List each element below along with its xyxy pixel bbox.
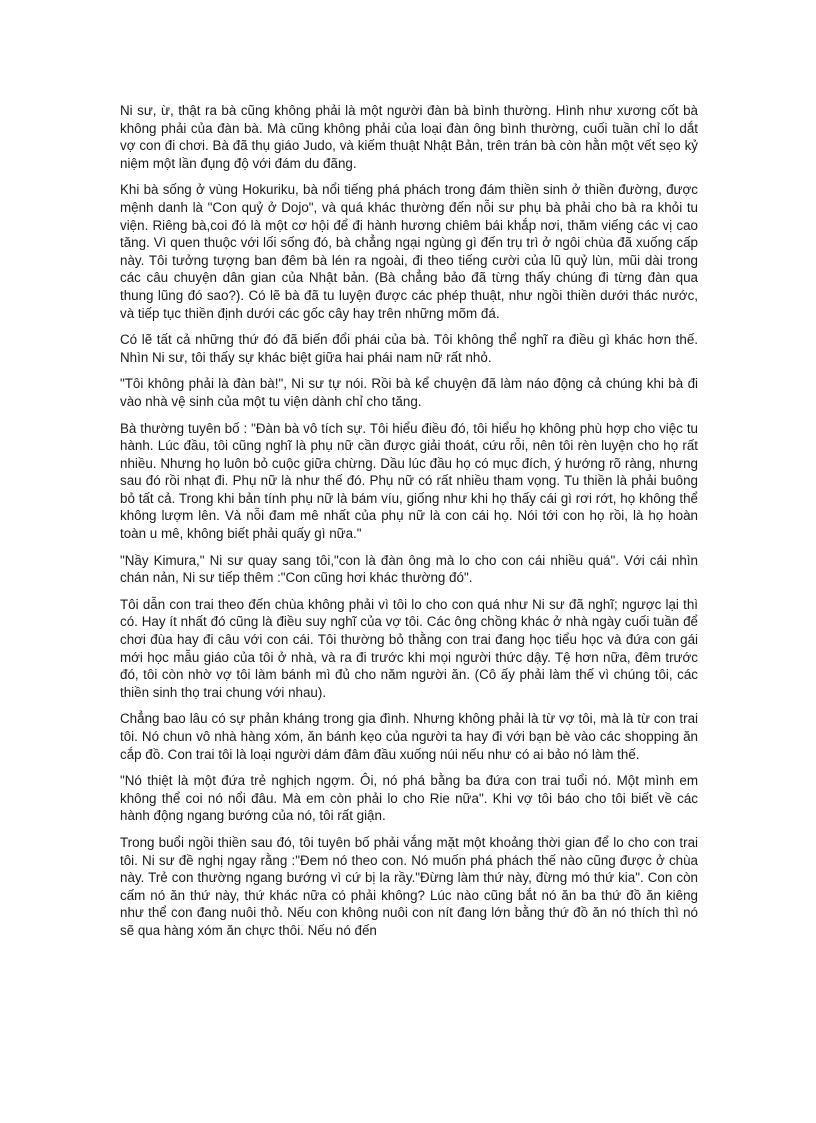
paragraph-2: Khi bà sống ở vùng Hokuriku, bà nổi tiếng phá phách trong đám thiền sinh ở thiền đường, được mệnh danh là "Con quỷ ở Dojo", và quá khác thường đến nỗi sư phụ bà phải cho bà ra khỏi tu viện. Riêng bà,coi đó là một cơ hội để đi hành hương chiêm bái khắp nơi, thăm viếng các vị cao tăng. Vì quen thuộc với lối sống đó, bà chẳng ngại ngùng gì đến trụ trì ở ngôi chùa đã xuống cấp này. Tôi tưởng tượng ban đêm bà lén ra ngoài, đi theo tiếng cười của lũ quỷ lùn, mũi dài trong các câu chuyện dân gian của Nhật bản. (Bà chẳng bảo đã từng thấy chúng đi từng đàn qua thung lũng đó sao?). Có lẽ bà đã tu luyện được các phép thuật, như ngồi thiền dưới thác nước, và tiếp tục thiền định dưới các gốc cây hay trên những mõm đá. [120, 182, 698, 321]
paragraph-6: "Nầy Kimura," Ni sư quay sang tôi,"con là đàn ông mà lo cho con cái nhiều quá". Với cái nhìn chán nản, Ni sư tiếp thêm :"Con cũng hơi khác thường đó". [120, 552, 698, 586]
paragraph-3: Có lẽ tất cả những thứ đó đã biến đổi phái của bà. Tôi không thể nghĩ ra điều gì khác hơn thế. Nhìn Ni sư, tôi thấy sự khác biệt giữa hai phái nam nữ rất nhỏ. [120, 332, 698, 365]
paragraph-10: Trong buổi ngồi thiền sau đó, tôi tuyên bố phải vắng mặt một khoảng thời gian để lo cho con trai tôi. Ni sư đề nghị ngay rằng :"Đem nó theo con. Nó muốn phá phách thế nào cũng được ở chùa này. Trẻ con thường ngang bướng vì cứ bị la rầy."Đừng làm thứ này, đừng mó thứ kia". Con còn cấm nó ăn thứ này, thứ khác nữa có phải không? Lúc nào cũng bắt nó ăn ba thứ đồ ăn kiêng như thể con đang nuôi thỏ. Nếu con không nuôi con nít đang lớn bằng thứ đồ ăn nó thích thì nó sẽ qua hàng xóm ăn chực thôi. Nếu nó đến [120, 834, 698, 938]
paragraph-7: Tôi dẫn con trai theo đến chùa không phải vì tôi lo cho con quá như Ni sư đã nghĩ; ngược lại thì có. Hay ít nhất đó cũng là điều suy nghĩ của vợ tôi. Các ông chồng khác ở nhà ngày cuối tuần để chơi đùa hay đi câu với con cái. Tôi thường bỏ thằng con trai đang học tiểu học và đứa con gái mới học mẫu giáo của tôi ở nhà, và ra đi trước khi mọi người thức dậy. Tệ hơn nữa, đêm trước đó, tôi còn nhờ vợ tôi làm bánh mì đủ cho năm người ăn. (Cô ấy phải làm thế vì chúng tôi, các thiền sinh thọ trai chung với nhau). [120, 596, 698, 700]
document-page [120, 102, 698, 949]
paragraph-5: Bà thường tuyên bố : "Đàn bà vô tích sự. Tôi hiểu điều đó, tôi hiểu họ không phù hợp cho việc tu hành. Lúc đầu, tôi cũng nghĩ là phụ nữ cần được giải thoát, cứu rỗi, nên tôi rèn luyện cho họ rất nhiều. Nhưng họ luôn bỏ cuộc giữa chừng. Dầu lúc đầu họ có mục đích, ý hướng rõ ràng, nhưng sau đó rồi nhạt đi. Phụ nữ là như thế đó. Phụ nữ có rất nhiều tham vọng. Tu thiền là phải buông bỏ tất cả. Trong khi bản tính phụ nữ là bám víu, giống như khi họ thấy cái gì rơi rớt, họ không thể không lượm lên. Và nỗi đam mê nhất của phụ nữ là con cái họ. Nói tới con họ rồi, là họ hoàn toàn u mê, không biết phải quấy gì nữa." [120, 420, 698, 542]
paragraph-8: Chẳng bao lâu có sự phản kháng trong gia đình. Nhưng không phải là từ vợ tôi, mà là từ con trai tôi. Nó chun vô nhà hàng xóm, ăn bánh kẹo của người ta hay đi với bạn bè vào các shopping ăn cắp đồ. Con trai tôi là loại người dám đâm đầu xuống núi nếu như có ai bảo nó làm thế. [120, 711, 698, 762]
paragraph-9: "Nó thiệt là một đứa trẻ nghịch ngợm. Ôi, nó phá bằng ba đứa con trai tuổi nó. Một mình em không thể coi nó nổi đâu. Mà em còn phải lo cho Rie nữa". Khi vợ tôi báo cho tôi biết về các hành động ngang bướng của nó, tôi rất giận. [120, 773, 698, 824]
paragraph-4: "Tôi không phải là đàn bà!", Ni sư tự nói. Rồi bà kể chuyện đã làm náo động cả chúng khi bà đi vào nhà vệ sinh của một tu viện dành chỉ cho tăng. [120, 376, 698, 409]
paragraph-1: Ni sư, ừ, thật ra bà cũng không phải là một người đàn bà bình thường. Hình như xương cốt bà không phải của đàn bà. Mà cũng không phải của loại đàn ông bình thường, cuối tuần chỉ lo dắt vợ con đi chơi. Bà đã thụ giáo Judo, và kiếm thuật Nhật Bản, trên trán bà còn hằn một vết sẹo kỷ niệm một lần đụng độ với đám du đãng. [120, 103, 698, 171]
